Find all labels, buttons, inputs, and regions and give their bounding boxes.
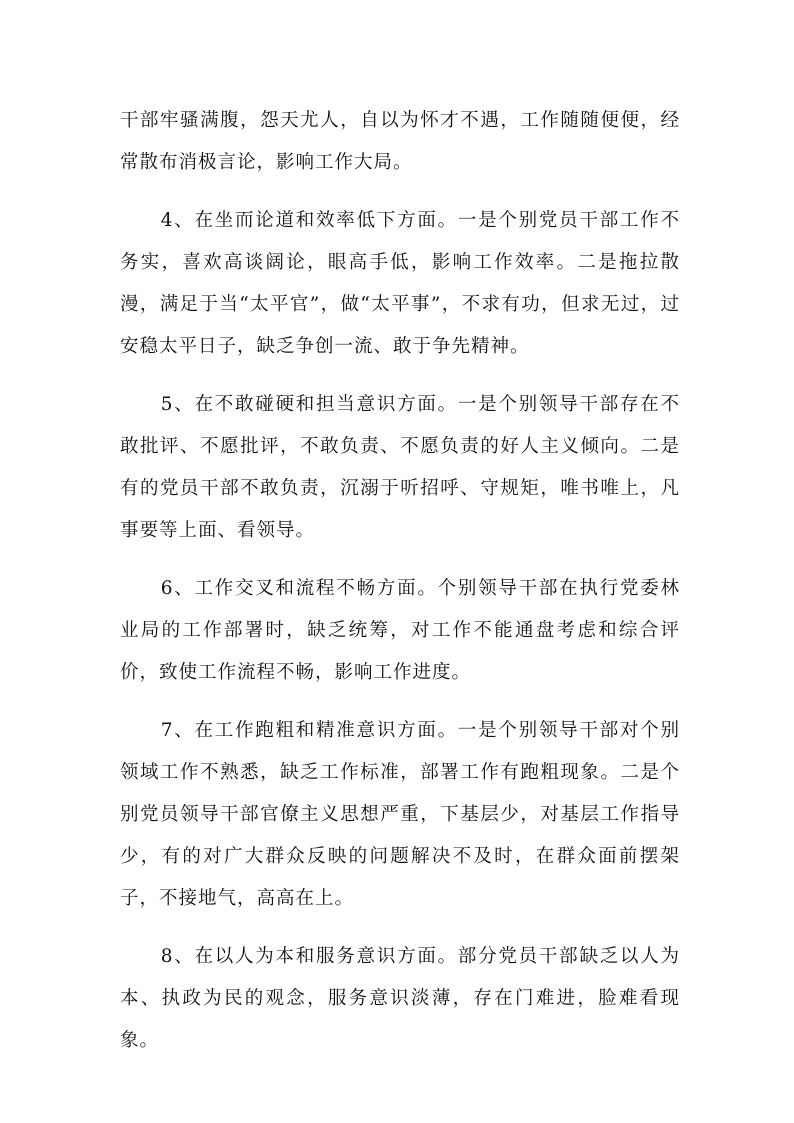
paragraph-item-7: 7、在工作跑粗和精准意识方面。一是个别领导干部对个别领域工作不熟悉，缺乏工作标准，部署工作有跑粗现象。二是个别党员领导干部官僚主义思想严重，下基层少，对基层工作指导少，有的对广大群众反映的问题解决不及时，在群众面前摆架子，不接地气，高高在上。 (120, 720, 680, 909)
paragraph-item-8: 8、在以人为本和服务意识方面。部分党员干部缺乏以人为本、执政为民的观念，服务意识淡薄，存在门难进，脸难看现象。 (120, 946, 680, 1051)
paragraph-item-4: 4、在坐而论道和效率低下方面。一是个别党员干部工作不务实，喜欢高谈阔论，眼高手低，影响工作效率。二是拖拉散漫，满足于当“太平官”，做“太平事”，不求有功，但求无过，过安稳太平日子，缺乏争创一流、敢于争先精神。 (120, 210, 680, 357)
paragraph-continuation: 干部牢骚满腹，怨天尤人，自以为怀才不遇，工作随随便便，经常散布消极言论，影响工作大局。 (120, 110, 680, 173)
paragraph-item-6: 6、工作交叉和流程不畅方面。个别领导干部在执行党委林业局的工作部署时，缺乏统筹，对工作不能通盘考虑和综合评价，致使工作流程不畅，影响工作进度。 (120, 578, 680, 683)
document-body (120, 100, 680, 1078)
paragraph-item-5: 5、在不敢碰硬和担当意识方面。一是个别领导干部存在不敢批评、不愿批评，不敢负责、不愿负责的好人主义倾向。二是有的党员干部不敢负责，沉溺于听招呼、守规矩，唯书唯上，凡事要等上面、看领导。 (120, 394, 680, 541)
